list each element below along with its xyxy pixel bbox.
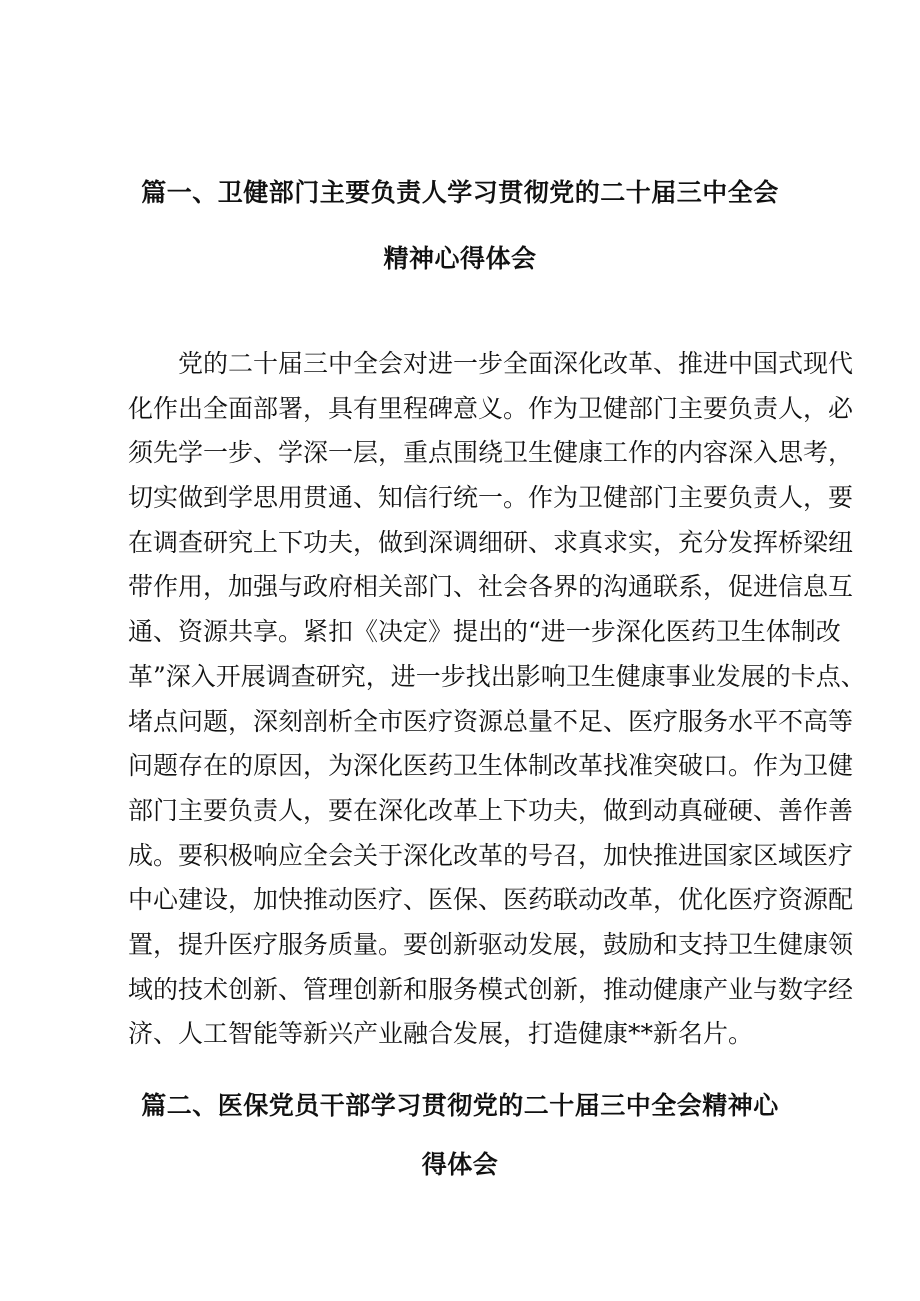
- section1-paragraph: [128, 342, 866, 1057]
- section2-title-continued: [0, 1148, 920, 1182]
- section1-title-line1: 篇一、卫健部门主要负责人学习贯彻党的二十届三中全会: [141, 178, 779, 207]
- paragraph-line: 通、资源共享。紧扣《决定》提出的“进一步深化医药卫生体制改: [128, 617, 841, 647]
- section1-title-line2: 精神心得体会: [383, 244, 537, 273]
- paragraph-line: 在调查研究上下功夫，做到深调细研、求真求实，充分发挥桥梁纽: [128, 527, 854, 557]
- section2-title-line2: 得体会: [421, 1150, 499, 1179]
- paragraph-line: 切实做到学思用贯通、知信行统一。作为卫健部门主要负责人，要: [128, 483, 854, 513]
- section1-title: [0, 176, 920, 210]
- paragraph-line: 济、人工智能等新兴产业融合发展，打造健康**新名片。: [128, 1019, 754, 1049]
- section2-title-line1: 篇二、医保党员干部学习贯彻党的二十届三中全会精神心: [141, 1091, 779, 1120]
- paragraph-line: 党的二十届三中全会对进一步全面深化改革、推进中国式现代: [178, 349, 854, 378]
- paragraph-line: 须先学一步、学深一层，重点围绕卫生健康工作的内容深入思考，: [128, 438, 854, 468]
- paragraph-line: 革”深入开展调查研究，进一步找出影响卫生健康事业发展的卡点、: [128, 661, 866, 691]
- paragraph-line: 带作用，加强与政府相关部门、社会各界的沟通联系，促进信息互: [128, 572, 854, 602]
- paragraph-line: 置，提升医疗服务质量。要创新驱动发展，鼓励和支持卫生健康领: [128, 929, 854, 959]
- paragraph-line: 部门主要负责人，要在深化改革上下功夫，做到动真碰硬、善作善: [128, 795, 854, 825]
- paragraph-line: 成。要积极响应全会关于深化改革的号召，加快推进国家区域医疗: [128, 840, 854, 870]
- paragraph-line: 化作出全面部署，具有里程碑意义。作为卫健部门主要负责人，必: [128, 393, 854, 423]
- section1-title-continued: [0, 242, 920, 276]
- paragraph-line: 堵点问题，深刻剖析全市医疗资源总量不足、医疗服务水平不高等: [128, 706, 854, 736]
- paragraph-line: 中心建设，加快推动医疗、医保、医药联动改革，优化医疗资源配: [128, 885, 854, 915]
- paragraph-line: 域的技术创新、管理创新和服务模式创新，推动健康产业与数字经: [128, 974, 854, 1004]
- section2-title: [0, 1089, 920, 1123]
- paragraph-line: 问题存在的原因，为深化医药卫生体制改革找准突破口。作为卫健: [128, 751, 854, 781]
